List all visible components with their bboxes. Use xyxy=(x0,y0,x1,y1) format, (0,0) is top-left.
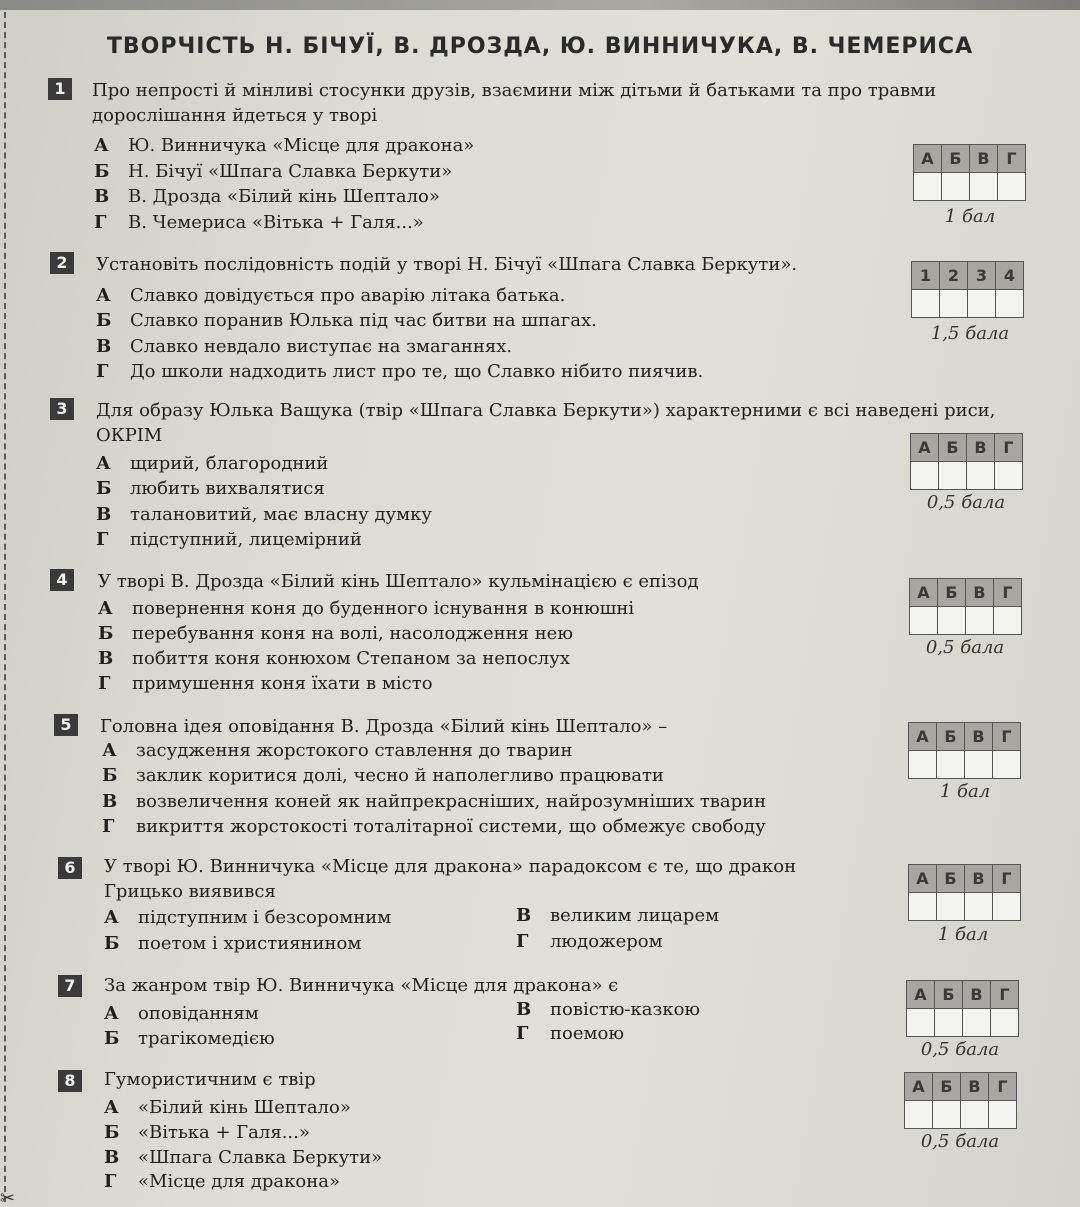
top-edge-band xyxy=(0,0,1080,10)
option-a[interactable]: А повернення коня до буденного існування в конюшні xyxy=(98,598,635,619)
option-c[interactable]: В Славко невдало виступає на змаганнях. xyxy=(96,336,513,357)
answer-cell[interactable] xyxy=(966,607,994,635)
option-b[interactable]: Б перебування коня на волі, насолодження нею xyxy=(98,623,574,644)
question-number: 3 xyxy=(50,398,74,420)
question-number: 6 xyxy=(58,857,82,879)
answer-cell[interactable] xyxy=(989,1101,1017,1129)
question-text: Установіть послідовність подій у творі Н. Бічуї «Шпага Славка Беркути». xyxy=(96,254,798,275)
answer-cell[interactable] xyxy=(911,462,939,490)
question-text: За жанром твір Ю. Винничука «Місце для дракона» є xyxy=(104,975,619,996)
question-text: У творі Ю. Винничука «Місце для дракона» парадоксом є те, що дракон Грицько виявився xyxy=(104,856,797,902)
question-number: 1 xyxy=(48,78,72,100)
option-c[interactable]: В повістю-казкою xyxy=(516,999,701,1020)
answer-cell[interactable] xyxy=(909,893,937,921)
order-grid[interactable]: 1 2 3 4 xyxy=(911,261,1024,318)
option-c[interactable]: В В. Дрозда «Білий кінь Шептало» xyxy=(94,186,440,207)
answer-cell[interactable] xyxy=(942,173,970,201)
answer-cell[interactable] xyxy=(940,290,968,318)
answer-cell[interactable] xyxy=(968,290,996,318)
answer-cell[interactable] xyxy=(963,1009,991,1037)
option-b[interactable]: Б поетом і християнином xyxy=(104,933,362,954)
answer-cell[interactable] xyxy=(907,1009,935,1037)
option-b[interactable]: Б трагікомедією xyxy=(104,1028,275,1049)
option-b[interactable]: Б Славко поранив Юлька під час битви на шпагах. xyxy=(96,310,597,331)
cut-line xyxy=(4,12,6,1202)
points-label: 0,5 бала xyxy=(920,1039,1000,1060)
question-number: 4 xyxy=(50,569,74,591)
answer-cell[interactable] xyxy=(938,607,966,635)
question-text: Про непрості й мінливі стосунки друзів, взаємини між дітьми й батьками та про травми дорослішання йдеться у творі xyxy=(92,80,937,126)
answer-cell[interactable] xyxy=(933,1101,961,1129)
answer-cell[interactable] xyxy=(910,607,938,635)
option-d[interactable]: Г В. Чемериса «Вітька + Галя...» xyxy=(94,212,424,233)
answer-grid[interactable]: А Б В Г xyxy=(913,144,1026,201)
answer-grid[interactable]: А Б В Г xyxy=(904,1072,1017,1129)
points-label: 1 бал xyxy=(944,206,996,227)
answer-cell[interactable] xyxy=(993,751,1021,779)
question-text: Гумористичним є твір xyxy=(104,1069,316,1090)
answer-cell[interactable] xyxy=(937,893,965,921)
question-text: Для образу Юлька Ващука (твір «Шпага Славка Беркути») характерними є всі наведені риси, ОКРІМ xyxy=(96,400,996,446)
question-text: Головна ідея оповідання В. Дрозда «Білий кінь Шептало» – xyxy=(100,716,668,737)
option-d[interactable]: Г людожером xyxy=(516,931,663,952)
answer-cell[interactable] xyxy=(935,1009,963,1037)
answer-cell[interactable] xyxy=(996,290,1024,318)
answer-grid[interactable]: А Б В Г xyxy=(908,864,1021,921)
answer-cell[interactable] xyxy=(905,1101,933,1129)
answer-cell[interactable] xyxy=(965,893,993,921)
answer-cell[interactable] xyxy=(909,751,937,779)
points-label: 1 бал xyxy=(939,781,991,802)
option-d[interactable]: Г підступний, лицемірний xyxy=(96,529,362,550)
answer-cell[interactable] xyxy=(939,462,967,490)
points-label: 0,5 бала xyxy=(926,492,1006,513)
answer-cell[interactable] xyxy=(994,607,1022,635)
answer-cell[interactable] xyxy=(970,173,998,201)
option-d[interactable]: Г «Місце для дракона» xyxy=(104,1171,340,1192)
option-a[interactable]: А «Білий кінь Шептало» xyxy=(104,1097,351,1118)
option-d[interactable]: Г поемою xyxy=(516,1023,624,1044)
question-number: 5 xyxy=(54,714,78,736)
answer-cell[interactable] xyxy=(912,290,940,318)
points-label: 1,5 бала xyxy=(930,323,1010,344)
option-a[interactable]: А засудження жорстокого ставлення до тварин xyxy=(102,740,573,761)
option-c[interactable]: В великим лицарем xyxy=(516,905,720,926)
answer-grid[interactable]: А Б В Г xyxy=(908,722,1021,779)
answer-grid[interactable]: А Б В Г xyxy=(909,578,1022,635)
option-a[interactable]: А Славко довідується про аварію літака батька. xyxy=(96,285,566,306)
option-d[interactable]: Г До школи надходить лист про те, що Славко нібито пиячив. xyxy=(96,361,704,382)
option-c[interactable]: В талановитий, має власну думку xyxy=(96,504,432,525)
question-number: 2 xyxy=(50,252,74,274)
answer-cell[interactable] xyxy=(993,893,1021,921)
option-d[interactable]: Г примушення коня їхати в місто xyxy=(98,673,433,694)
answer-cell[interactable] xyxy=(914,173,942,201)
points-label: 0,5 бала xyxy=(920,1131,1000,1152)
question-number: 7 xyxy=(58,975,82,997)
option-b[interactable]: Б «Вітька + Галя...» xyxy=(104,1122,310,1143)
option-b[interactable]: Б любить вихвалятися xyxy=(96,478,325,499)
option-b[interactable]: Б заклик коритися долі, чесно й наполегливо працювати xyxy=(102,765,664,786)
option-a[interactable]: А щирий, благородний xyxy=(96,453,329,474)
answer-cell[interactable] xyxy=(991,1009,1019,1037)
option-a[interactable]: А підступним і безсоромним xyxy=(104,907,392,928)
page-title: ТВОРЧІСТЬ Н. БІЧУЇ, В. ДРОЗДА, Ю. ВИННИЧУКА, В. ЧЕМЕРИСА xyxy=(106,34,974,59)
answer-cell[interactable] xyxy=(965,751,993,779)
option-c[interactable]: В «Шпага Славка Беркути» xyxy=(104,1147,383,1168)
answer-grid[interactable]: А Б В Г xyxy=(906,980,1019,1037)
question-text: У творі В. Дрозда «Білий кінь Шептало» кульмінацією є епізод xyxy=(98,571,699,592)
option-a[interactable]: А Ю. Винничука «Місце для дракона» xyxy=(94,135,475,156)
answer-cell[interactable] xyxy=(998,173,1026,201)
scissors-icon: ✂ xyxy=(0,1188,16,1207)
answer-cell[interactable] xyxy=(967,462,995,490)
option-a[interactable]: А оповіданням xyxy=(104,1003,259,1024)
answer-cell[interactable] xyxy=(937,751,965,779)
option-d[interactable]: Г викриття жорстокості тоталітарної системи, що обмежує свободу xyxy=(102,816,766,837)
answer-cell[interactable] xyxy=(961,1101,989,1129)
question-number: 8 xyxy=(58,1070,82,1092)
answer-grid[interactable]: А Б В Г xyxy=(910,433,1023,490)
option-c[interactable]: В возвеличення коней як найпрекрасніших, найрозумніших тварин xyxy=(102,791,767,812)
answer-cell[interactable] xyxy=(995,462,1023,490)
option-b[interactable]: Б Н. Бічуї «Шпага Славка Беркути» xyxy=(94,161,453,182)
points-label: 0,5 бала xyxy=(925,637,1005,658)
option-c[interactable]: В побиття коня конюхом Степаном за непослух xyxy=(98,648,570,669)
points-label: 1 бал xyxy=(937,924,989,945)
